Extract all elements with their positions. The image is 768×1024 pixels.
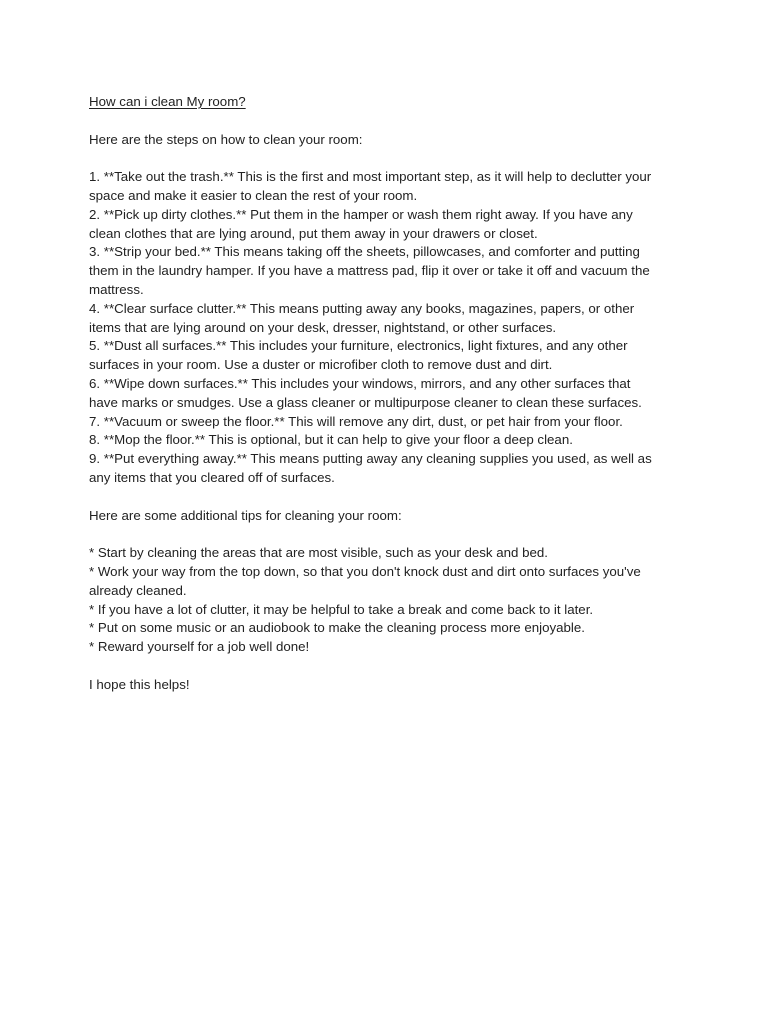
tip-line: * Reward yourself for a job well done!	[89, 639, 310, 655]
tip-line: already cleaned.	[89, 582, 187, 598]
step-line: 5. **Dust all surfaces.** This includes your furniture, electronics, light fixtures, and any other	[89, 338, 628, 354]
step-line: 9. **Put everything away.** This means putting away any cleaning supplies you used, as well as	[89, 451, 652, 467]
step-line: 6. **Wipe down surfaces.** This includes your windows, mirrors, and any other surfaces that	[89, 375, 631, 391]
step-line: surfaces in your room. Use a duster or microfiber cloth to remove dust and dirt.	[89, 357, 553, 373]
step-line: items that are lying around on your desk, dresser, nightstand, or other surfaces.	[89, 319, 557, 335]
tips-intro-text: Here are some additional tips for cleaning your room:	[89, 507, 402, 523]
closing-text: I hope this helps!	[89, 676, 190, 692]
tip-line: * Start by cleaning the areas that are most visible, such as your desk and bed.	[89, 545, 548, 561]
steps-list	[89, 168, 689, 488]
step-line: clean clothes that are lying around, put them away in your drawers or closet.	[89, 225, 538, 241]
step-line: 8. **Mop the floor.** This is optional, but it can help to give your floor a deep clean.	[89, 432, 573, 448]
spacer	[89, 657, 689, 676]
step-line: 1. **Take out the trash.** This is the first and most important step, as it will help to declutter your	[89, 169, 652, 185]
intro-text: Here are the steps on how to clean your room:	[89, 131, 363, 147]
step-line: any items that you cleared off of surfaces.	[89, 469, 335, 485]
spacer	[89, 149, 689, 168]
spacer	[89, 112, 689, 131]
step-line: 4. **Clear surface clutter.** This means putting away any books, magazines, papers, or other	[89, 300, 635, 316]
document-title: How can i clean My room?	[89, 94, 246, 109]
tip-line: * Put on some music or an audiobook to make the cleaning process more enjoyable.	[89, 620, 585, 636]
tip-line: * Work your way from the top down, so that you don't knock dust and dirt onto surfaces you've	[89, 563, 641, 579]
spacer	[89, 488, 689, 507]
step-line: 2. **Pick up dirty clothes.** Put them in the hamper or wash them right away. If you have any	[89, 206, 633, 222]
spacer	[89, 525, 689, 544]
step-line: them in the laundry hamper. If you have a mattress pad, flip it over or take it off and vacuum the	[89, 263, 650, 279]
tip-line: * If you have a lot of clutter, it may be helpful to take a break and come back to it later.	[89, 601, 594, 617]
step-line: 7. **Vacuum or sweep the floor.** This will remove any dirt, dust, or pet hair from your floor.	[89, 413, 623, 429]
tips-list	[89, 544, 689, 657]
step-line: have marks or smudges. Use a glass cleaner or multipurpose cleaner to clean these surfaces.	[89, 394, 642, 410]
step-line: mattress.	[89, 281, 144, 297]
step-line: space and make it easier to clean the rest of your room.	[89, 187, 418, 203]
step-line: 3. **Strip your bed.** This means taking off the sheets, pillowcases, and comforter and putting	[89, 244, 640, 260]
document-page	[89, 93, 689, 695]
